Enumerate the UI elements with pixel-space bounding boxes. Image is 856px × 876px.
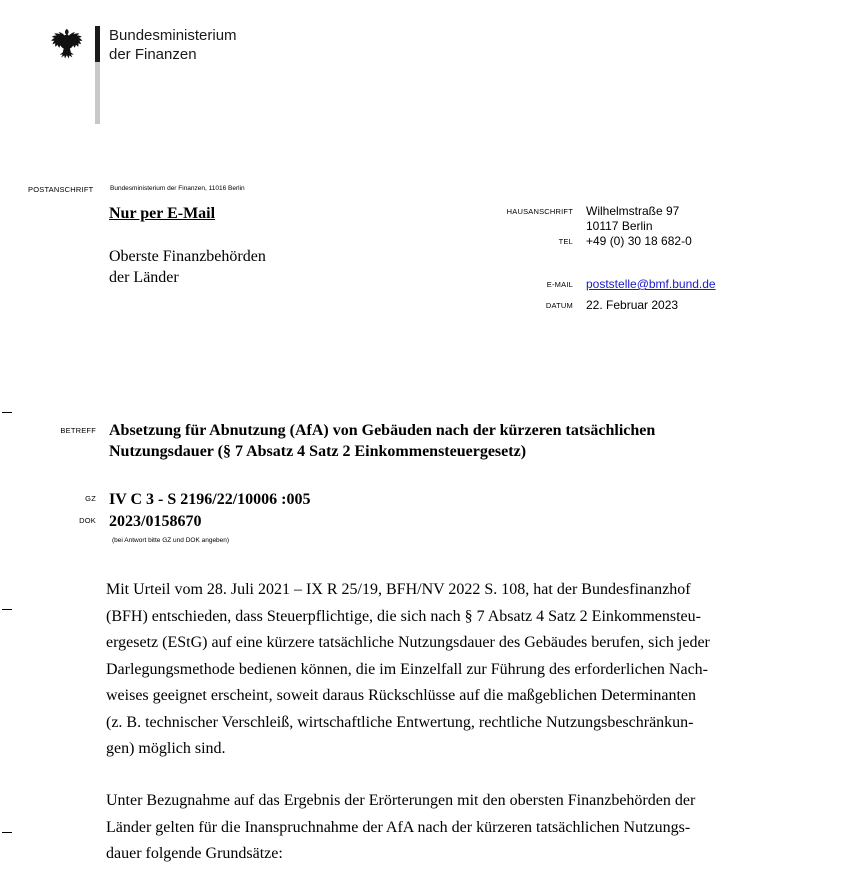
subject xyxy=(109,420,655,462)
ministry-name-line2: der Finanzen xyxy=(109,46,197,63)
delivery-note: Nur per E-Mail xyxy=(109,205,216,222)
logo-bar xyxy=(95,26,100,62)
reference-note: (bei Antwort bitte GZ und DOK angeben) xyxy=(112,537,230,544)
hausanschrift-label: HAUSANSCHRIFT xyxy=(506,207,573,216)
recipient-line1: Oberste Finanzbehörden xyxy=(109,248,266,265)
postanschrift-label: POSTANSCHRIFT xyxy=(28,185,94,194)
fold-mark xyxy=(2,609,12,610)
street: Wilhelmstraße 97 xyxy=(586,204,680,218)
gz-label: GZ xyxy=(85,494,96,503)
body-line: Länder gelten für die Inanspruchnahme der AfA nach der kürzeren tatsächlichen Nutzungs- xyxy=(106,818,691,836)
body-paragraph-2 xyxy=(106,788,826,868)
datum-value: 22. Februar 2023 xyxy=(586,298,679,312)
body-line: (BFH) entschieden, dass Steuerpflichtige, die sich nach § 7 Absatz 4 Satz 2 Einkommensteu- xyxy=(106,607,701,625)
betreff-label: BETREFF xyxy=(60,426,96,435)
city: 10117 Berlin xyxy=(586,219,653,233)
body-paragraph-1 xyxy=(106,577,826,763)
fold-mark xyxy=(2,832,12,833)
subject-line2: Nutzungsdauer (§ 7 Absatz 4 Satz 2 Einkommensteuergesetz) xyxy=(109,443,527,460)
gz-value: IV C 3 - S 2196/22/10006 :005 xyxy=(109,491,311,508)
subject-line1: Absetzung für Abnutzung (AfA) von Gebäuden nach der kürzeren tatsächlichen xyxy=(109,422,656,439)
body-line: gen) möglich sind. xyxy=(106,740,226,757)
email-label: E-MAIL xyxy=(546,280,573,289)
datum-label: DATUM xyxy=(545,301,573,310)
fold-mark xyxy=(2,412,12,413)
dok-value: 2023/0158670 xyxy=(109,513,202,530)
tel-value: +49 (0) 30 18 682-0 xyxy=(586,234,692,248)
body-line: weises geeignet erscheint, soweit daraus Rückschlüsse auf die maßgeblichen Determinanten xyxy=(106,687,697,704)
logo-bar-grey xyxy=(95,62,100,124)
recipient-address xyxy=(109,246,266,288)
postanschrift-value: Bundesministerium der Finanzen, 11016 Berlin xyxy=(110,185,245,192)
body-line: Darlegungsmethode bedienen können, die im Einzelfall zur Führung des erforderlichen Nach- xyxy=(106,660,709,678)
email-link[interactable]: poststelle@bmf.bund.de xyxy=(586,277,716,291)
dok-label: DOK xyxy=(79,516,96,525)
recipient-line2: der Länder xyxy=(109,269,179,286)
body-line: Mit Urteil vom 28. Juli 2021 – IX R 25/19, BFH/NV 2022 S. 108, hat der Bundesfinanzhof xyxy=(106,581,691,598)
body-line: Unter Bezugnahme auf das Ergebnis der Erörterungen mit den obersten Finanzbehörden der xyxy=(106,792,696,809)
ministry-name-line1: Bundesministerium xyxy=(109,27,237,44)
tel-label: TEL xyxy=(558,237,573,246)
ministry-name xyxy=(109,26,237,64)
body-line: ergesetz (EStG) auf eine kürzere tatsächliche Nutzungsdauer des Gebäudes berufen, sich jeder xyxy=(106,634,710,651)
body-line: dauer folgende Grundsätze: xyxy=(106,845,283,862)
federal-eagle-icon xyxy=(50,27,86,65)
body-line: (z. B. technischer Verschleiß, wirtschaftliche Entwertung, rechtliche Nutzungsbeschränkun- xyxy=(106,713,694,731)
